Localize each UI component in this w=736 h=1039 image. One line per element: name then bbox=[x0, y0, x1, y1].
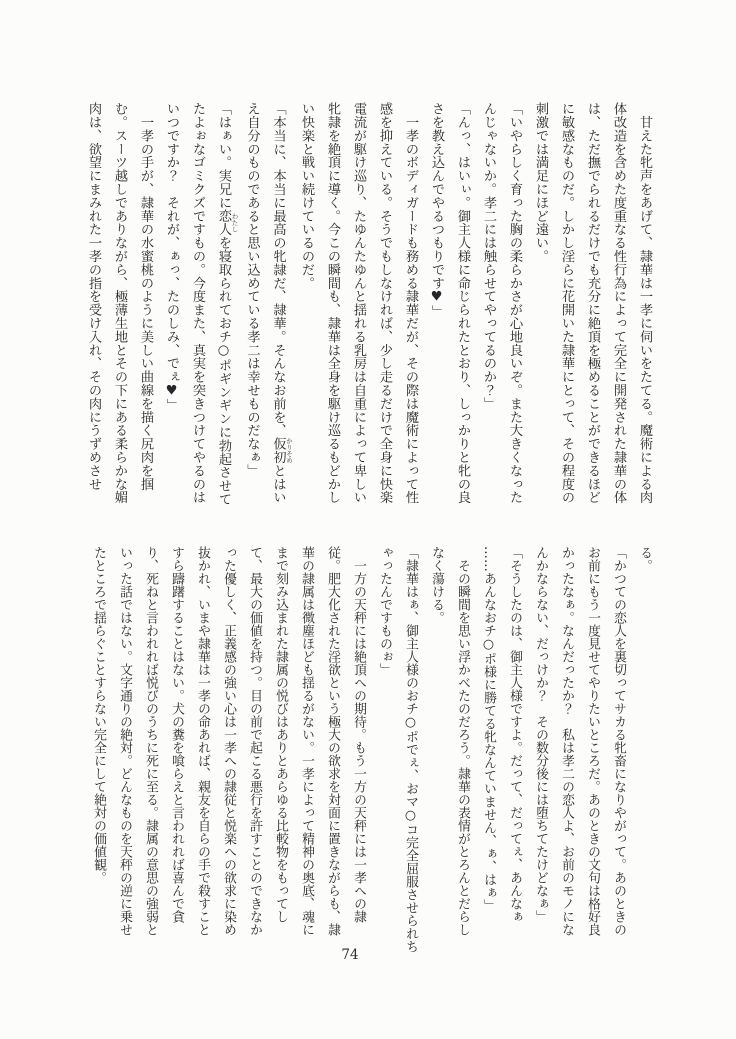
text-line: んじゃないか。孝二には触らせてやってるのか？」 bbox=[481, 102, 496, 411]
text-line: 一孝のボディガードも務める隷華だが、その際は魔術によって性 bbox=[403, 102, 418, 504]
text-line: 一孝の手が、隷華の水蜜桃のように美しい曲線を描く尻肉を掴 bbox=[138, 102, 153, 491]
text-line: 「かつての恋人を裏切ってサカる牝畜になりやがって。あのときの bbox=[611, 546, 626, 936]
text-line: まで刻み込まれた隷属の悦びはありとあらゆる比較物をもってし bbox=[273, 546, 288, 923]
text-line: んかならない、だっけか？ その数分後には堕ちてたけどなぁ」 bbox=[533, 546, 548, 923]
text-line: 「本当に、本当に最高の牝隷だ、隷華。そんなお前を、仮初 かりそめとはい bbox=[270, 102, 293, 505]
text-line: お前にもう一度見せてやりたいところだ。あのときの文句は格好良 bbox=[585, 546, 600, 936]
text-line: 「隷華はぁ、御主人様のおチ○ポでぇ、おマ○コ完全屈服させられち bbox=[403, 546, 418, 954]
text-line: え自分のものであると思い込めている孝二は幸せものだなぁ」 bbox=[244, 102, 260, 478]
text-line: 肉は、欲望にまみれた一孝の指を受け入れ、その肉にうずめさせ bbox=[86, 102, 101, 491]
text-line: 電流が駆け巡り、たゆんたゆんと揺れる乳房は自重によって卑しい bbox=[351, 102, 366, 504]
text-line: たよぉなゴミクズですもの。今度また、真実を突きつけてやるのは bbox=[190, 102, 205, 504]
text-line: 華の隷属は微塵ほども揺るがない。一孝によって精神の奥底、魂に bbox=[299, 546, 314, 936]
text-line: 抜かれ、いまや隷華は一孝の命あれば、親友を自らの手で殺すこと bbox=[195, 546, 210, 936]
text-line: なく蕩ける。 bbox=[429, 546, 444, 624]
text-line: 「そうしたのは、御主人様ですよ。だって、だってぇ、あんなぁ bbox=[507, 546, 522, 923]
text-line: ……あんなおチ○ポ様に勝てる牝なんていません、ぁ、はぁ」 bbox=[481, 546, 496, 913]
text-line: 刺激では満足にほど遠い。 bbox=[533, 102, 548, 263]
text-line: り、死ねと言われれば悦びのうちに死に至る。隷属の意思の強弱と bbox=[143, 546, 158, 936]
text-line: すら躊躇することはない。犬の糞を喰らえと言われれば喜んで貪 bbox=[169, 546, 184, 923]
text-line: 「んっ、はいぃ。御主人様に命じられたとおり、しっかりと牝の良 bbox=[455, 102, 470, 504]
text-line: いった話ではない。文字通りの絶対。どんなものを天秤の逆に乗せ bbox=[117, 546, 132, 936]
text-line: る。 bbox=[637, 546, 652, 572]
text-line: たところで揺らぐことすらない完全にして絶対の価値観。 bbox=[91, 546, 106, 884]
text-line: 従。肥大化された淫欲という極大の欲求を対面に置きながらも、隷 bbox=[325, 546, 340, 936]
text-line: いつですか？ それが、ぁっ、たのしみ、でぇ♥」 bbox=[164, 102, 179, 412]
text-line: は、ただ撫でられるだけでも充分に絶頂を極めることができるほど bbox=[585, 102, 600, 504]
text-line: に敏感なものだ。しかし淫らに花開いた隷華にとって、その程度の bbox=[559, 102, 574, 504]
text-line: 甘えた牝声をあげて、隷華は一孝に伺いをたてる。魔術による肉 bbox=[637, 102, 652, 504]
text-line: ゃったんですものぉ」 bbox=[377, 546, 392, 676]
text-line: 一方の天秤には絶頂への期待。もう一方の天秤には一孝への隷 bbox=[351, 546, 366, 923]
text-line: 感を抑えている。そうでもしなければ、少し走るだけで全身に快楽 bbox=[377, 102, 392, 504]
text-line: て、最大の価値を持つ。目の前で起こる悪行を許すことのできなか bbox=[247, 546, 262, 936]
text-line: った優しく、正義感の強い心は一孝への隷従と悦楽への欲求に染め bbox=[221, 546, 236, 936]
text-line: 牝隷を絶頂に導く。今この瞬間も、隷華は全身を駆け巡るもどかし bbox=[325, 102, 340, 504]
text-line: 「はぁい。実兄に恋人 わたしを寝取られておチ○ポギンギンに勃起させて bbox=[216, 102, 239, 506]
text-line: 体改造を含めた度重なる性行為によって完全に開発された隷華の体 bbox=[611, 102, 626, 504]
text-line: かったなぁ。なんだったか？ 私は孝二の恋人よ、お前のモノにな bbox=[559, 546, 574, 936]
lower-text-block bbox=[85, 546, 657, 954]
text-line: さを教え込んでやるつもりです♥」 bbox=[429, 102, 444, 319]
text-line: い快楽と戦い続けているのだ。 bbox=[299, 102, 314, 290]
page-number: 74 bbox=[341, 947, 359, 963]
text-line: その瞬間を思い浮かべたのだろう。隷華の表情がとろんとだらし bbox=[455, 546, 470, 936]
text-line: 「いやらしく育った胸の柔らかさが心地良いぞ。また大きくなった bbox=[507, 102, 522, 504]
upper-text-block bbox=[80, 102, 657, 506]
text-line: む。スーツ越しでありながら、極薄生地とその下にある柔らかな媚 bbox=[112, 102, 127, 504]
